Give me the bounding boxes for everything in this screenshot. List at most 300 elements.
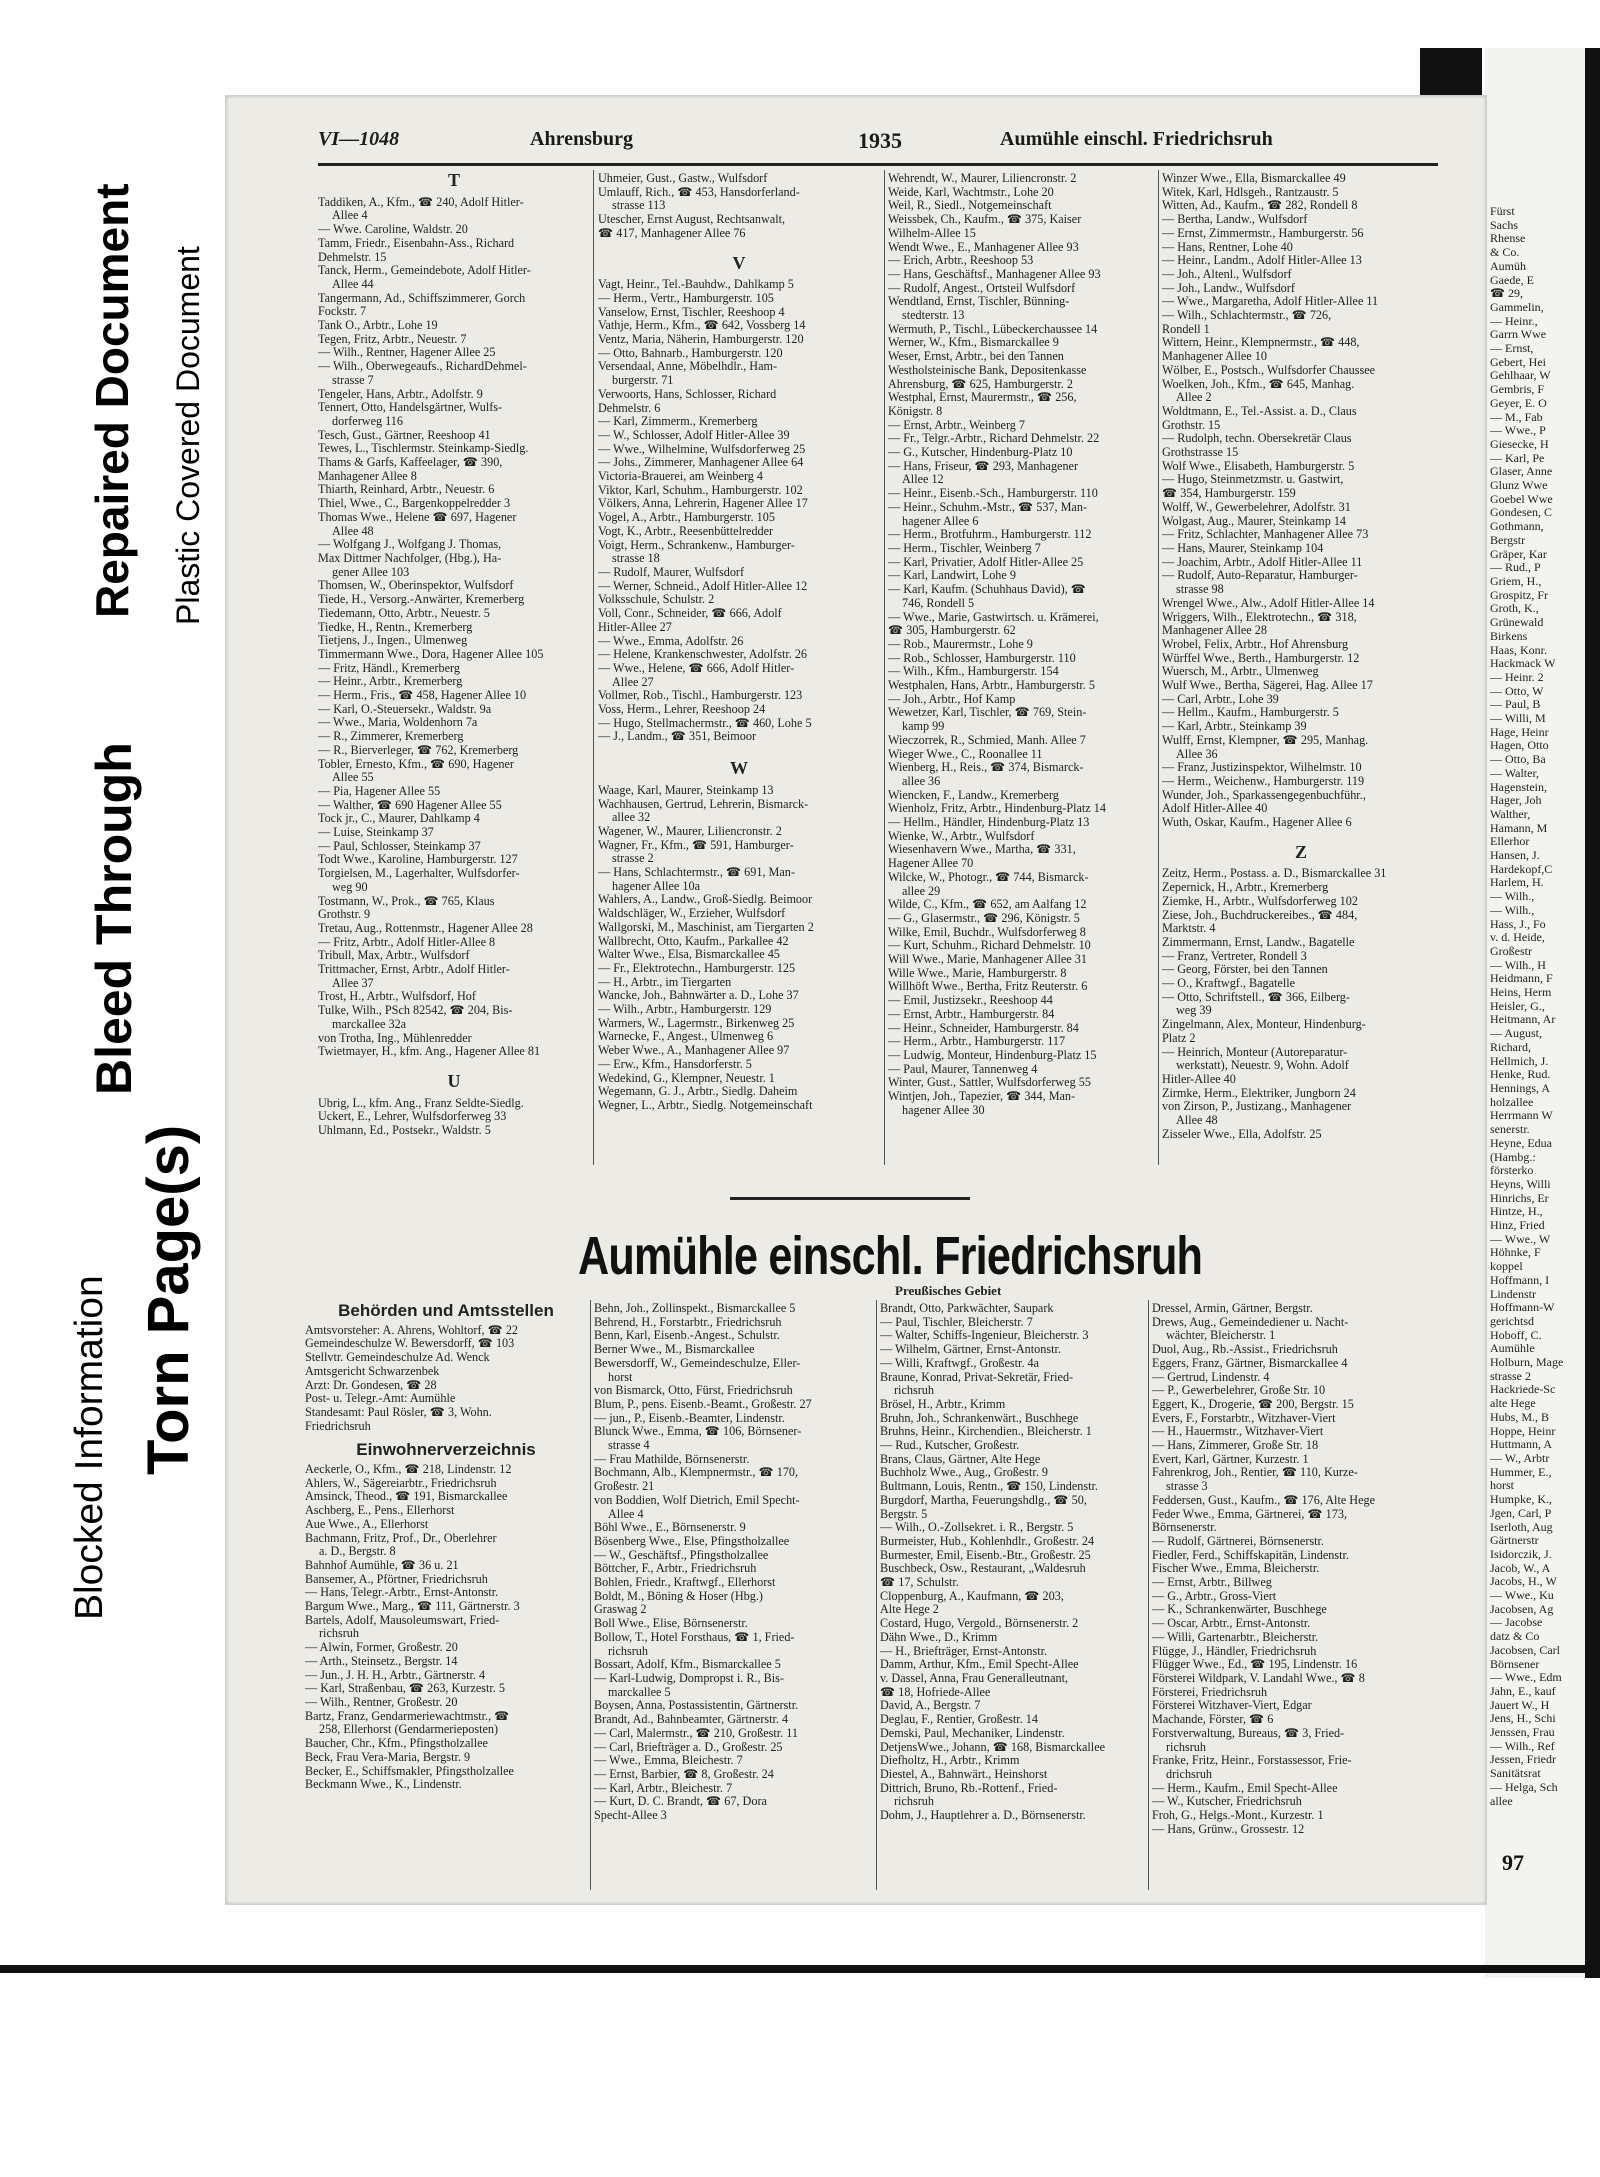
year: 1935	[858, 128, 902, 153]
entry-line: Aschberg, E., Pens., Ellerhorst	[305, 1504, 455, 1518]
entry-line: — Fritz, Händl., Kremerberg	[318, 661, 460, 675]
entry-line: Fiedler, Ferd., Schiffskapitän, Lindenstr.	[1152, 1548, 1349, 1562]
entry-line: Jenssen, Frau	[1490, 1726, 1555, 1740]
entry-line: — Arth., Steinsetz., Bergstr. 14	[305, 1654, 458, 1668]
entry-line: Winzer Wwe., Ella, Bismarckallee 49	[1162, 172, 1346, 185]
entry-line: — Karl, Landwirt, Lohe 9	[888, 569, 1016, 583]
entry-line: Vathje, Herm., Kfm., ☎ 642, Vossberg 14	[598, 319, 806, 333]
entry-line: Adolf Hitler-Allee 40	[1162, 802, 1268, 816]
entry-line: Hummer, E.,	[1490, 1465, 1552, 1479]
entry-line: gener Allee 103	[332, 565, 410, 579]
entry-line: Amsinck, Theod., ☎ 191, Bismarckallee	[305, 1490, 508, 1504]
entry-line: Verwoorts, Hans, Schlosser, Richard	[598, 387, 777, 401]
entry-line: — Wilh., Rentner, Hagener Allee 25	[318, 346, 496, 360]
entry-line: Griem, H.,	[1490, 574, 1542, 588]
entry-line: Thiarth, Reinhard, Arbtr., Neuestr. 6	[318, 483, 495, 497]
entry-line: — Rud., Kutscher, Großestr.	[880, 1439, 1020, 1453]
entry-line: — Paul, Schlosser, Steinkamp 37	[318, 839, 481, 853]
entry-line: Wahlers, A., Landw., Groß-Siedlg. Beimoor	[598, 893, 813, 907]
entry-line: — Jun., J. H. H., Arbtr., Gärtnerstr. 4	[305, 1668, 486, 1682]
entry-line: a. D., Bergstr. 8	[319, 1545, 396, 1559]
entry-line: Hoffmann-W	[1490, 1301, 1555, 1315]
entry-line: Gräper, Kar	[1490, 547, 1547, 561]
entry-line: Försterei Witzhaver-Viert, Edgar	[1152, 1699, 1312, 1713]
entry-line: — Hugo, Steinmetzmstr. u. Gastwirt,	[1162, 473, 1344, 487]
residents-a	[305, 1463, 587, 1792]
entry-line: — Ernst,	[1490, 342, 1534, 356]
entry-line: Standesamt: Paul Rösler, ☎ 3, Wohn.	[305, 1405, 492, 1419]
entry-line: Beckmann Wwe., K., Lindenstr.	[305, 1778, 462, 1792]
label-blocked-information: Blocked Information	[68, 1275, 111, 1620]
entry-line: Wilde, C., Kfm., ☎ 652, am Aalfang 12	[888, 898, 1087, 912]
entry-line: richsruh	[319, 1627, 359, 1641]
entry-line: Jacobsen, Carl	[1490, 1643, 1560, 1657]
entry-line: Behn, Joh., Zollinspekt., Bismarckallee 5	[594, 1302, 796, 1315]
next-town: Aumühle einschl. Friedrichsruh	[1000, 128, 1273, 150]
behoerden-heading: Behörden und Amtsstellen	[338, 1301, 554, 1320]
entry-line: Geyer, E. O	[1490, 396, 1547, 410]
entry-line: Allee 2	[1176, 391, 1212, 405]
entry-line: Trittmacher, Ernst, Arbtr., Adolf Hitler-	[318, 963, 510, 977]
entry-line: Boldt, M., Böning & Hoser (Hbg.)	[594, 1589, 763, 1603]
entry-line: Glunz Wwe	[1490, 479, 1548, 493]
entry-line: — Herm., Kaufm., Emil Specht-Allee	[1152, 1781, 1338, 1795]
column-divider	[876, 1300, 877, 1890]
entry-line: Torgielsen, M., Lagerhalter, Wulfsdorfer-	[318, 867, 520, 881]
entry-line: Vollmer, Rob., Tischl., Hamburgerstr. 123	[598, 689, 803, 703]
entry-line: datz & Co	[1490, 1630, 1540, 1644]
entry-line: — Ludwig, Monteur, Hindenburg-Platz 15	[888, 1049, 1097, 1062]
entry-line: — Joh., Arbtr., Hof Kamp	[888, 692, 1016, 706]
entry-line: Behrend, H., Forstarbtr., Friedrichsruh	[594, 1315, 782, 1329]
entry-line: Feder Wwe., Emma, Gärtnerei, ☎ 173,	[1152, 1507, 1347, 1521]
entry-line: — Karl, Arbtr., Bleichestr. 7	[594, 1781, 733, 1795]
entry-line: Wehrendt, W., Maurer, Liliencronstr. 2	[888, 172, 1077, 185]
entry-line: Harlem, H.	[1490, 876, 1544, 890]
entry-line: — Johs., Zimmerer, Manhagener Allee 64	[598, 456, 804, 470]
entry-line: Holburn, Mage	[1490, 1356, 1564, 1370]
entry-line: Gebert, Hei	[1490, 355, 1546, 369]
entry-line: — Hans, Rentner, Lohe 40	[1162, 240, 1293, 254]
entry-line: Deglau, F., Rentier, Großestr. 14	[880, 1713, 1038, 1727]
entry-line: richsruh	[1166, 1740, 1206, 1754]
entry-line: Würffel Wwe., Berth., Hamburgerstr. 12	[1162, 651, 1360, 665]
entry-line: Richard,	[1490, 1040, 1531, 1054]
entry-line: Zisseler Wwe., Ella, Adolfstr. 25	[1162, 1127, 1322, 1141]
entry-line: Wagener, W., Maurer, Liliencronstr. 2	[598, 824, 782, 838]
entry-line: Costard, Hugo, Vergold., Börnsenerstr. 2	[880, 1617, 1079, 1631]
entry-line: Hellmich, J.	[1490, 1054, 1549, 1068]
entry-line: Lindenstr	[1490, 1287, 1536, 1301]
entry-line: Wallbrecht, Otto, Kaufm., Parkallee 42	[598, 934, 789, 948]
entry-line: v. d. Heide,	[1490, 931, 1545, 945]
entry-line: Hage, Heinr	[1490, 725, 1549, 739]
entry-line: Böhl Wwe., E., Börnsenerstr. 9	[594, 1521, 746, 1535]
entry-line: Bergstr	[1490, 533, 1526, 547]
entry-line: — Willi, Kraftwgf., Großestr. 4a	[880, 1356, 1040, 1370]
entry-line: Allee 12	[902, 473, 944, 487]
entry-line: — Karl, O.-Steuersekr., Waldstr. 9a	[318, 702, 492, 716]
entry-line: — Wilh., Kfm., Hamburgerstr. 154	[888, 665, 1059, 679]
entry-line: Hinrichs, Er	[1490, 1191, 1549, 1205]
entry-line: — H., Briefträger, Ernst-Antonstr.	[880, 1644, 1048, 1658]
entry-line: Wancke, Joh., Bahnwärter a. D., Lohe 37	[598, 989, 799, 1003]
entry-line: — Hans, Maurer, Steinkamp 104	[1162, 541, 1324, 555]
entry-line: strasse 2	[612, 852, 654, 866]
entry-line: — K., Schrankenwärter, Buschhege	[1152, 1603, 1327, 1617]
entry-line: Wittern, Heinr., Klempnermstr., ☎ 448,	[1162, 336, 1360, 350]
entry-line: Gemeindeschulze W. Bewersdorff, ☎ 103	[305, 1337, 515, 1351]
entry-line: — Wolfgang J., Wolfgang J. Thomas,	[318, 538, 502, 552]
entry-line: Stellvtr. Gemeindeschulze Ad. Wenck	[305, 1351, 490, 1365]
entry-line: Vagt, Heinr., Tel.-Bauhdw., Dahlkamp 5	[598, 278, 794, 292]
entry-line: — Hellm., Kaufm., Hamburgerstr. 5	[1162, 706, 1339, 720]
entry-line: — Willi, M	[1490, 712, 1546, 726]
entry-line: försterko	[1490, 1164, 1534, 1178]
entry-line: Aeckerle, O., Kfm., ☎ 218, Lindenstr. 12	[305, 1463, 512, 1477]
entry-line: drichsruh	[1166, 1767, 1213, 1781]
entry-line: — Hans, Telegr.-Arbtr., Ernst-Antonstr.	[305, 1586, 499, 1600]
entry-line: — Hans, Friseur, ☎ 293, Manhagener	[888, 459, 1079, 473]
entry-line: — J., Landm., ☎ 351, Beimoor	[598, 730, 757, 744]
entry-line: Hinz, Fried	[1490, 1219, 1545, 1233]
entry-line: — R., Bierverleger, ☎ 762, Kremerberg	[318, 743, 519, 757]
entry-line: Allee 37	[332, 976, 374, 990]
entry-line: Blunck Wwe., Emma, ☎ 106, Börnsener-	[594, 1425, 802, 1439]
entry-line: — W., Geschäftsf., Pfingstholzallee	[594, 1548, 769, 1562]
entry-line: David, A., Bergstr. 7	[880, 1699, 981, 1713]
entry-line: Hass, J., Fo	[1490, 917, 1546, 931]
entry-line: Grothstr. 9	[318, 908, 371, 922]
entry-line: — Wilh., O.-Zollsekret. i. R., Bergstr. 5	[880, 1521, 1074, 1535]
entry-line: Heyns, Willi	[1490, 1177, 1551, 1191]
entry-line: — Luise, Steinkamp 37	[318, 826, 434, 840]
page-ref: VI—1048	[318, 128, 400, 150]
entry-line: marckallee 32a	[332, 1017, 407, 1031]
entry-line: Willhöft Wwe., Bertha, Fritz Reuterstr. 6	[888, 980, 1088, 994]
entry-line: — Heinr., Eisenb.-Sch., Hamburgerstr. 110	[888, 487, 1098, 501]
section-rule	[730, 1197, 970, 1200]
entry-line: Tribull, Max, Arbtr., Wulfsdorf	[318, 949, 470, 963]
entry-line: — Heinr., Schuhm.-Mstr., ☎ 537, Man-	[888, 500, 1087, 514]
entry-line: — Herm., Arbtr., Hamburgerstr. 117	[888, 1035, 1066, 1049]
entry-line: Dressel, Armin, Gärtner, Bergstr.	[1152, 1302, 1313, 1315]
entry-line: — Paul, Tischler, Bleicherstr. 7	[880, 1315, 1033, 1329]
entry-line: Viktor, Karl, Schuhm., Hamburgerstr. 102	[598, 483, 803, 497]
entry-line: Tank O., Arbtr., Lohe 19	[318, 319, 438, 333]
residents-b	[594, 1302, 872, 1823]
entry-line: Hubs, M., B	[1490, 1410, 1550, 1424]
entry-line: Graswag 2	[594, 1603, 647, 1617]
entry-line: — Helga, Sch	[1490, 1780, 1558, 1794]
entry-line: Aue Wwe., A., Ellerhorst	[305, 1517, 429, 1531]
label-torn-pages: Torn Page(s)	[136, 1124, 201, 1475]
entry-line: Zeitz, Herm., Postass. a. D., Bismarckallee 31	[1162, 867, 1387, 881]
entry-line: — Heinr., Schneider, Hamburgerstr. 84	[888, 1021, 1079, 1035]
entry-line: Fürst	[1490, 205, 1515, 218]
entry-line: Gammelin,	[1490, 300, 1544, 314]
entries-u	[318, 1097, 590, 1138]
entry-line: Bewersdorff, W., Gemeindeschulze, Eller-	[594, 1356, 801, 1370]
entry-line: Hackmack W	[1490, 657, 1556, 671]
entry-line: — Wwe., Ku	[1490, 1589, 1554, 1603]
entry-line: allee 36	[902, 774, 941, 788]
entry-line: Boll Wwe., Elise, Börnsenerstr.	[594, 1617, 748, 1631]
entry-line: — Wilh., Oberwegeaufs., RichardDehmel-	[318, 360, 527, 374]
entry-line: Arzt: Dr. Gondesen, ☎ 28	[305, 1378, 437, 1392]
entry-line: Brandt, Otto, Parkwächter, Saupark	[880, 1302, 1054, 1315]
entry-line: — Joachim, Arbtr., Adolf Hitler-Allee 11	[1162, 555, 1363, 569]
column-divider	[884, 170, 885, 1165]
entry-line: Tewes, L., Tischlermstr. Steinkamp-Siedlg.	[318, 442, 529, 456]
entry-line: Platz 2	[1162, 1031, 1196, 1045]
entries-v	[598, 278, 880, 744]
section-letter-t: T	[447, 170, 460, 190]
entry-line: Drews, Aug., Gemeindediener u. Nacht-	[1152, 1315, 1349, 1329]
entry-line: — Kurt, Schuhm., Richard Dehmelstr. 10	[888, 939, 1091, 953]
entry-line: Wilhelm-Allee 15	[888, 226, 976, 240]
entry-line: Wilke, Emil, Buchdr., Wulfsdorferweg 8	[888, 925, 1086, 939]
entry-line: hagener Allee 10a	[612, 879, 700, 893]
entry-line: — Wwe., Edm	[1490, 1671, 1562, 1685]
entry-line: Todt Wwe., Karoline, Hamburgerstr. 127	[318, 853, 518, 867]
entry-line: richsruh	[894, 1795, 934, 1809]
entry-line: — Hans, Grünw., Grossestr. 12	[1152, 1822, 1305, 1836]
entry-line: — Jacobse	[1490, 1616, 1543, 1630]
entry-line: Bartz, Franz, Gendarmeriewachtmstr., ☎	[305, 1709, 510, 1723]
entry-line: — Karl, Zimmerm., Kremerberg	[598, 415, 758, 429]
entry-line: Wiencken, F., Landw., Kremerberg	[888, 788, 1059, 802]
entry-line: Diestel, A., Bahnwärt., Heinshorst	[880, 1767, 1048, 1781]
entry-line: Gothmann,	[1490, 520, 1544, 534]
entry-line: Wallgorski, M., Maschinist, am Tiergarten 2	[598, 920, 814, 934]
entry-line: Uhlmann, Ed., Postsekr., Waldstr. 5	[318, 1124, 491, 1138]
entry-line: weg 90	[332, 880, 368, 894]
entry-line: — jun., P., Eisenb.-Beamter, Lindenstr.	[594, 1411, 785, 1425]
entry-line: Bossart, Adolf, Kfm., Bismarckallee 5	[594, 1658, 781, 1672]
entry-line: Wille Wwe., Marie, Hamburgerstr. 8	[888, 966, 1067, 980]
section-letter-z: Z	[1294, 841, 1307, 862]
entry-line: Bruhns, Heinr., Kirchendien., Bleicherstr. 1	[880, 1425, 1092, 1439]
entry-line: Baucher, Chr., Kfm., Pfingstholzallee	[305, 1737, 488, 1751]
entry-line: Wölber, E., Postsch., Wulfsdorfer Chaussee	[1162, 363, 1376, 377]
entry-line: Westphalen, Hans, Arbtr., Hamburgerstr. 5	[888, 679, 1095, 693]
entry-line: Jacobsen, Ag	[1490, 1602, 1554, 1616]
entry-line: Voll, Conr., Schneider, ☎ 666, Adolf	[598, 607, 782, 621]
entry-line: — Georg, Förster, bei den Tannen	[1162, 963, 1328, 977]
entry-line: — Wilh., Ref	[1490, 1739, 1555, 1753]
entry-line: Wulf Wwe., Bertha, Sägerei, Hag. Allee 17	[1162, 679, 1373, 693]
entry-line: — Hans, Schlachtermstr., ☎ 691, Man-	[598, 866, 795, 880]
entry-line: Diefholtz, H., Arbtr., Krimm	[880, 1754, 1020, 1768]
entry-line: — Hellm., Händler, Hindenburg-Platz 13	[888, 816, 1090, 830]
entry-line: wächter, Bleicherstr. 1	[1166, 1329, 1276, 1343]
entry-line: Försterei Wildpark, V. Landahl Wwe., ☎ 8	[1152, 1671, 1365, 1685]
entry-line: Max Dittmer Nachfolger, (Hbg.), Ha-	[318, 551, 502, 565]
entry-line: Manhagener Allee 28	[1162, 624, 1267, 638]
entry-line: Westholsteinische Bank, Depositenkasse	[888, 363, 1087, 377]
entry-line: Ubrig, L., kfm. Ang., Franz Seldte-Siedlg.	[318, 1096, 524, 1110]
entry-line: Warmers, W., Lagermstr., Birkenweg 25	[598, 1016, 795, 1030]
entry-line: — Wilh.,	[1490, 903, 1535, 917]
entry-line: Wendtland, Ernst, Tischler, Bünning-	[888, 295, 1070, 309]
entry-line: — Rob., Maurermstr., Lohe 9	[888, 637, 1033, 651]
entry-line: Tengeler, Hans, Arbtr., Adolfstr. 9	[318, 387, 483, 401]
entry-line: — Karl, Arbtr., Steinkamp 39	[1162, 720, 1307, 734]
entry-line: Völkers, Anna, Lehrerin, Hagener Allee 17	[598, 497, 808, 511]
black-edge-bottom	[0, 1965, 1600, 1973]
adjacent-page-text	[1490, 205, 1585, 1808]
entry-line: Bansemer, A., Pförtner, Friedrichsruh	[305, 1572, 488, 1586]
entry-line: Grothstrasse 15	[1162, 446, 1239, 460]
entry-line: — Ernst, Barbier, ☎ 8, Großestr. 24	[594, 1767, 774, 1781]
entry-line: — Alwin, Former, Großestr. 20	[305, 1641, 458, 1655]
entry-line: — Walther, ☎ 690 Hagener Allee 55	[318, 798, 502, 812]
entry-line: DetjensWwe., Johann, ☎ 168, Bismarckallee	[880, 1740, 1106, 1754]
entry-line: Jessen, Friedr	[1490, 1753, 1556, 1767]
entry-line: Boysen, Anna, Postassistentin, Gärtnerstr.	[594, 1699, 799, 1713]
entry-line: Eggert, K., Drogerie, ☎ 200, Bergstr. 15	[1152, 1397, 1354, 1411]
entry-line: — Rudolf, Gärtnerei, Börnsenerstr.	[1152, 1534, 1324, 1548]
entry-line: ☎ 18, Hofriede-Allee	[880, 1685, 991, 1699]
entry-line: — Carl, Malermstr., ☎ 210, Großestr. 11	[594, 1726, 798, 1740]
entry-line: — Kurt, D. C. Brandt, ☎ 67, Dora	[594, 1795, 767, 1809]
entry-line: Iserloth, Aug	[1490, 1520, 1553, 1534]
entry-line: — G., Kutscher, Hindenburg-Platz 10	[888, 446, 1073, 460]
entry-line: — Gertrud, Lindenstr. 4	[1152, 1370, 1270, 1384]
entry-line: Wegner, L., Arbtr., Siedlg. Notgemeinschaft	[598, 1099, 813, 1112]
aumuehle-column-4	[1152, 1302, 1436, 1836]
entry-line: — Carl, Arbtr., Lohe 39	[1162, 692, 1279, 706]
entry-line: — Karl, Privatier, Adolf Hitler-Allee 25	[888, 555, 1084, 569]
entry-line: Wrobel, Felix, Arbtr., Hof Ahrensburg	[1162, 637, 1349, 651]
entry-line: Henke, Rud.	[1490, 1068, 1551, 1082]
entries-t	[318, 196, 590, 1059]
entry-line: Wienke, W., Arbtr., Wulfsdorf	[888, 829, 1035, 843]
entry-line: Dähn Wwe., D., Krimm	[880, 1630, 998, 1644]
entry-line: Allee 4	[332, 209, 368, 223]
entry-line: — Ernst, Arbtr., Weinberg 7	[888, 418, 1026, 432]
black-edge-top	[1420, 48, 1482, 100]
entry-line: Heins, Herm	[1490, 986, 1552, 1000]
entry-line: Wunder, Joh., Sparkassengegenbuchführ.,	[1162, 788, 1366, 802]
entry-line: Aumühle	[1490, 1342, 1535, 1356]
page-header	[318, 128, 1438, 158]
entry-line: Wewetzer, Karl, Tischler, ☎ 769, Stein-	[888, 706, 1087, 720]
entry-line: burgerstr. 71	[612, 374, 674, 388]
entry-line: Winter, Gust., Sattler, Wulfsdorferweg 55	[888, 1076, 1091, 1090]
entry-line: — Wwe., Emma, Adolfstr. 26	[598, 634, 744, 648]
entry-line: — Fr., Telgr.-Arbtr., Richard Dehmelstr. 22	[888, 432, 1100, 446]
entry-line: Bochmann, Alb., Klempnermstr., ☎ 170,	[594, 1466, 799, 1480]
entry-line: Cloppenburg, A., Kaufmann, ☎ 203,	[880, 1589, 1064, 1603]
entry-line: Hagen, Otto	[1490, 739, 1549, 753]
entry-line: Zingelmann, Alex, Monteur, Hindenburg-	[1162, 1018, 1366, 1032]
entry-line: — Joh., Altenl., Wulfsdorf	[1162, 267, 1292, 281]
entry-line: Hennings, A	[1490, 1082, 1550, 1095]
entry-line: strasse 2	[1490, 1369, 1531, 1383]
entries-w-cont	[888, 172, 1154, 1118]
entry-line: alte Hege	[1490, 1397, 1536, 1411]
entry-line: Goebel Wwe	[1490, 492, 1553, 506]
entry-line: Giesecke, H	[1490, 437, 1549, 451]
entry-line: Allee 4	[608, 1507, 644, 1521]
entry-line: Forstverwaltung, Bureaus, ☎ 3, Fried-	[1152, 1726, 1345, 1740]
entry-line: Benn, Karl, Eisenb.-Angest., Schulstr.	[594, 1329, 780, 1343]
entry-line: Versendaal, Anne, Möbelhdlr., Ham-	[598, 360, 778, 374]
entry-line: — Werner, Schneid., Adolf Hitler-Allee 12	[598, 579, 808, 593]
entry-line: Dittrich, Bruno, Rb.-Rottenf., Fried-	[880, 1781, 1058, 1795]
entry-line: Wuersch, M., Arbtr., Ulmenweg	[1162, 665, 1319, 679]
entry-line: ☎ 354, Hamburgerstr. 159	[1162, 487, 1296, 501]
entry-line: Hoboff, C.	[1490, 1328, 1542, 1342]
entry-line: Berner Wwe., M., Bismarckallee	[594, 1343, 755, 1357]
entry-line: — Hans, Zimmerer, Große Str. 18	[1152, 1439, 1319, 1453]
entry-line: Hitler-Allee 27	[598, 620, 672, 634]
entry-line: Ahrensburg, ☎ 625, Hamburgerstr. 2	[888, 377, 1073, 391]
entry-line: Allee 48	[332, 524, 374, 538]
entry-line: Bahnhof Aumühle, ☎ 36 u. 21	[305, 1558, 459, 1572]
entry-line: Tock jr., C., Maurer, Dahlkamp 4	[318, 812, 480, 826]
entry-line: Allee 27	[612, 675, 654, 689]
entry-line: Utescher, Ernst August, Rechtsanwalt,	[598, 213, 786, 227]
entry-line: Birkens	[1490, 629, 1528, 643]
entry-line: — Wwe. Caroline, Waldstr. 20	[318, 223, 468, 237]
column-2	[598, 172, 880, 1113]
entry-line: Wolf Wwe., Elisabeth, Hamburgerstr. 5	[1162, 459, 1355, 473]
entry-line: Königstr. 8	[888, 404, 943, 418]
entry-line: Weber Wwe., A., Manhagener Allee 97	[598, 1044, 790, 1058]
entry-line: Wrengel Wwe., Alw., Adolf Hitler-Allee 14	[1162, 596, 1375, 610]
entry-line: Allee 36	[1176, 747, 1218, 761]
entry-line: holzallee	[1490, 1095, 1534, 1109]
entry-line: Alte Hege 2	[880, 1603, 939, 1617]
section-letter-u: U	[447, 1071, 461, 1091]
entry-line: senerstr.	[1490, 1123, 1530, 1137]
entry-line: Fahrenkrog, Joh., Rentier, ☎ 110, Kurze-	[1152, 1466, 1358, 1480]
entry-line: — Heinr. 2	[1490, 670, 1544, 684]
entry-line: Aumüh	[1490, 259, 1526, 273]
entry-line: Börnsenerstr.	[1152, 1521, 1217, 1535]
entry-line: strasse 98	[1176, 583, 1224, 597]
entry-line: Großestr	[1490, 944, 1532, 958]
entry-line: Wriggers, Wilh., Elektrotechn., ☎ 318,	[1162, 610, 1357, 624]
entry-line: von Trotha, Ing., Mühlenredder	[318, 1031, 472, 1045]
entry-line: — Frau Mathilde, Börnsenerstr.	[594, 1452, 750, 1466]
entry-line: — Herm., Brotfuhrm., Hamburgerstr. 112	[888, 528, 1092, 542]
entry-line: richsruh	[608, 1644, 648, 1658]
entry-line: — Walter, Schiffs-Ingenieur, Bleicherstr. 3	[880, 1329, 1089, 1343]
entry-line: — R., Zimmerer, Kremerberg	[318, 730, 464, 744]
entry-line: Uhmeier, Gust., Gastw., Wulfsdorf	[598, 172, 768, 185]
entry-line: — Erw., Kfm., Hansdorferstr. 5	[598, 1057, 752, 1071]
town-name: Ahrensburg	[530, 128, 633, 150]
entry-line: strasse 7	[332, 373, 374, 387]
aumuehle-subtitle: Preußisches Gebiet	[895, 1283, 1002, 1298]
entry-line: Thomsen, W., Oberinspektor, Wulfsdorf	[318, 579, 514, 593]
entry-line: Ahlers, W., Sägereiarbtr., Friedrichsruh	[305, 1476, 497, 1490]
entry-line: — Rob., Schlosser, Hamburgerstr. 110	[888, 651, 1076, 665]
entry-line: — Helene, Krankenschwester, Adolfstr. 26	[598, 648, 808, 662]
entry-line: Westphal, Ernst, Maurermstr., ☎ 256,	[888, 391, 1077, 405]
entry-line: Dehmelstr. 6	[598, 401, 661, 415]
entry-line: Demski, Paul, Mechaniker, Lindenstr.	[880, 1726, 1065, 1740]
entry-line: Eggers, Franz, Gärtner, Bismarckallee 4	[1152, 1356, 1348, 1370]
entry-line: Franke, Fritz, Heinr., Forstassessor, Frie-	[1152, 1754, 1352, 1768]
entry-line: Brösel, H., Arbtr., Krimm	[880, 1397, 1006, 1411]
entry-line: Vogel, A., Arbtr., Hamburgerstr. 105	[598, 511, 775, 525]
entry-line: — Otto, Schriftstell., ☎ 366, Eilberg-	[1162, 990, 1350, 1004]
